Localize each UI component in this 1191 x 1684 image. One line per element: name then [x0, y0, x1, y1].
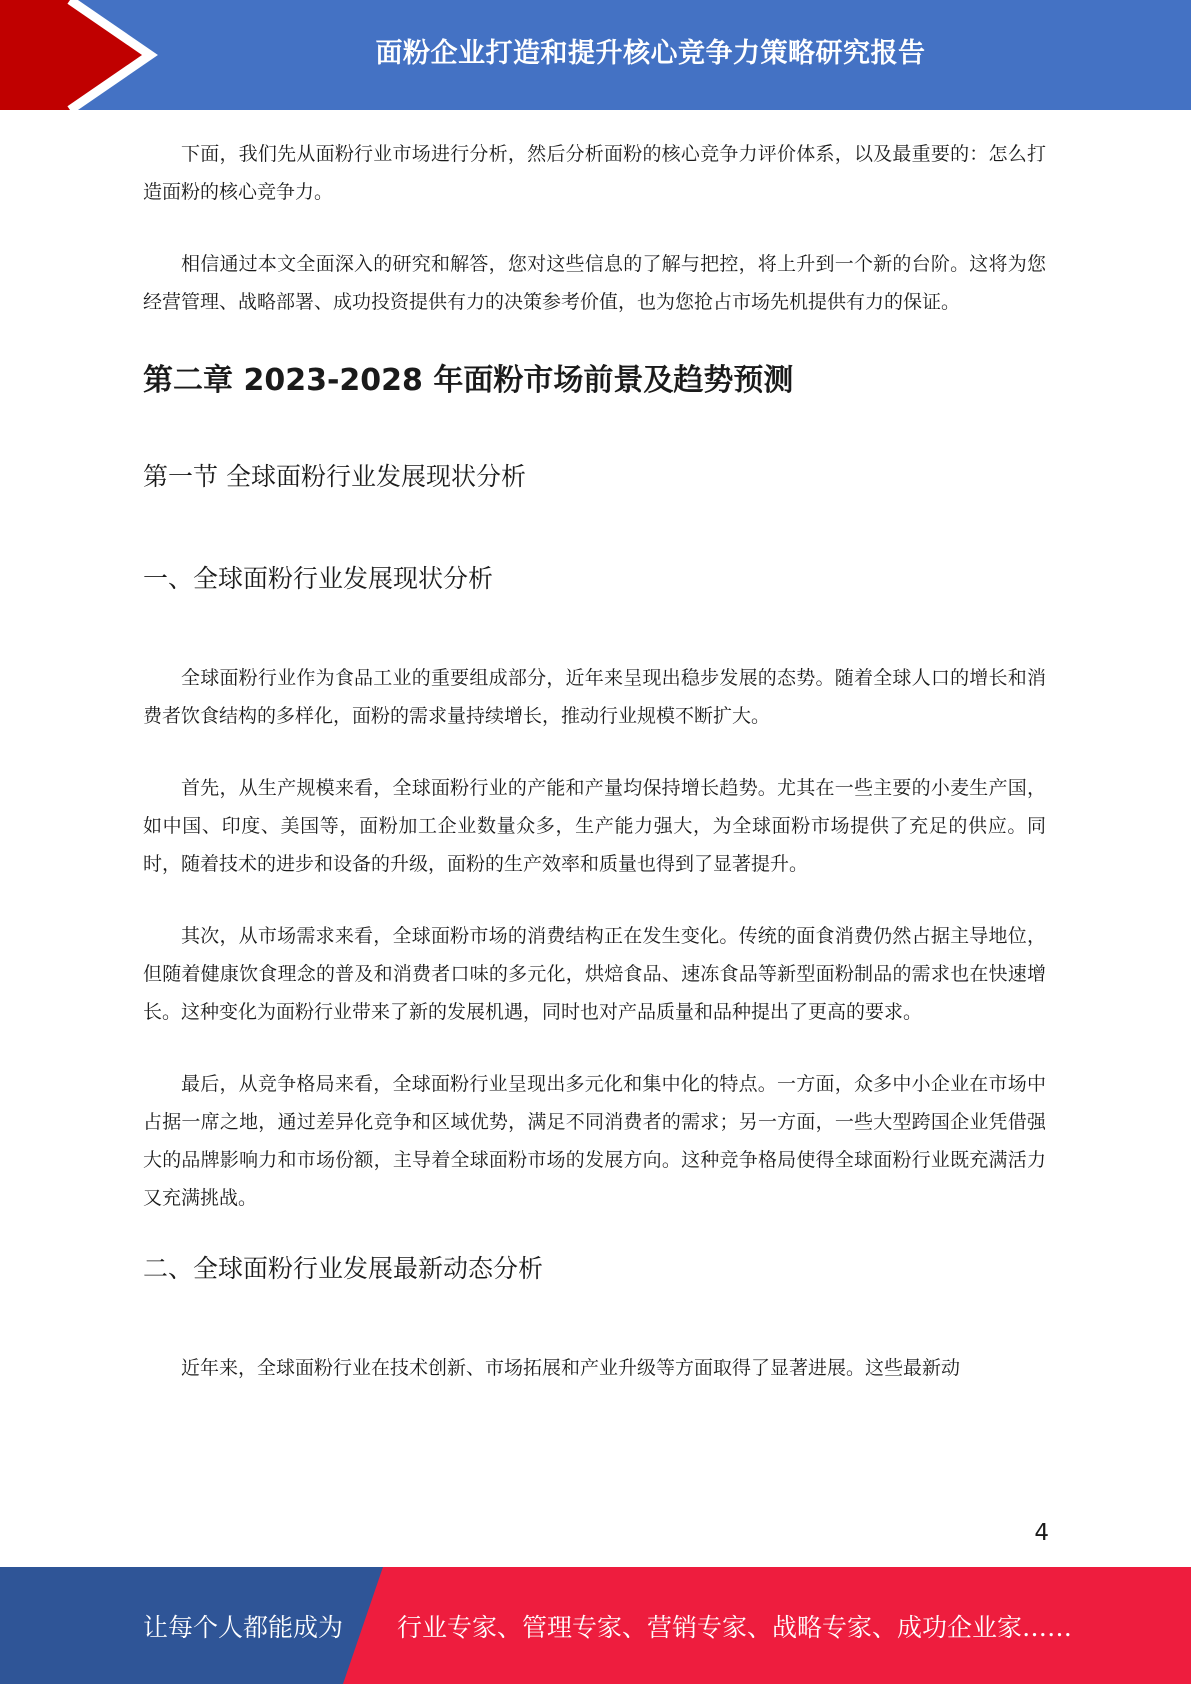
subsection-1-paragraph-1: 全球面粉行业作为食品工业的重要组成部分，近年来呈现出稳步发展的态势。随着全球人口的增长和消费者饮食结构的多样化，面粉的需求量持续增长，推动行业规模不断扩大。	[143, 667, 1046, 727]
report-title: 面粉企业打造和提升核心竞争力策略研究报告	[375, 37, 926, 69]
footer-slogan-left: 让每个人都能成为	[143, 1612, 344, 1642]
intro-paragraph-1: 下面，我们先从面粉行业市场进行分析，然后分析面粉的核心竞争力评价体系，以及最重要的：怎么打造面粉的核心竞争力。	[143, 143, 1046, 203]
section-title: 第一节 全球面粉行业发展现状分析	[143, 462, 526, 491]
subsection-title-1: 一、全球面粉行业发展现状分析	[143, 564, 494, 593]
subsection-1-paragraph-4: 最后，从竞争格局来看，全球面粉行业呈现出多元化和集中化的特点。一方面，众多中小企业在市场中占据一席之地，通过差异化竞争和区域优势，满足不同消费者的需求；另一方面，一些大型跨国企业凭借强大的品牌影响力和市场份额，主导着全球面粉市场的发展方向。这种竞争格局使得全球面粉行业既充满活力又充满挑战。	[143, 1073, 1046, 1209]
subsection-title-2: 二、全球面粉行业发展最新动态分析	[143, 1254, 544, 1283]
document-body	[143, 135, 1046, 1421]
subsection-1-paragraph-2: 首先，从生产规模来看，全球面粉行业的产能和产量均保持增长趋势。尤其在一些主要的小麦生产国，如中国、印度、美国等，面粉加工企业数量众多，生产能力强大，为全球面粉市场提供了充足的供应。同时，随着技术的进步和设备的升级，面粉的生产效率和质量也得到了显著提升。	[143, 777, 1046, 875]
subsection-1-paragraph-3: 其次，从市场需求来看，全球面粉市场的消费结构正在发生变化。传统的面食消费仍然占据主导地位，但随着健康饮食理念的普及和消费者口味的多元化，烘焙食品、速冻食品等新型面粉制品的需求也在快速增长。这种变化为面粉行业带来了新的发展机遇，同时也对产品质量和品种提出了更高的要求。	[143, 925, 1046, 1023]
intro-paragraph-2: 相信通过本文全面深入的研究和解答，您对这些信息的了解与把控，将上升到一个新的台阶。这将为您经营管理、战略部署、成功投资提供有力的决策参考价值，也为您抢占市场先机提供有力的保证。	[143, 253, 1046, 313]
page-footer	[0, 1567, 1191, 1684]
page-header	[0, 0, 1191, 110]
subsection-2-paragraph-1: 近年来，全球面粉行业在技术创新、市场拓展和产业升级等方面取得了显著进展。这些最新动	[181, 1357, 961, 1379]
footer-slogan-right: 行业专家、管理专家、营销专家、战略专家、成功企业家……	[397, 1612, 1073, 1642]
chapter-title: 第二章 2023-2028 年面粉市场前景及趋势预测	[143, 363, 794, 398]
page-number: 4	[1034, 1520, 1049, 1546]
